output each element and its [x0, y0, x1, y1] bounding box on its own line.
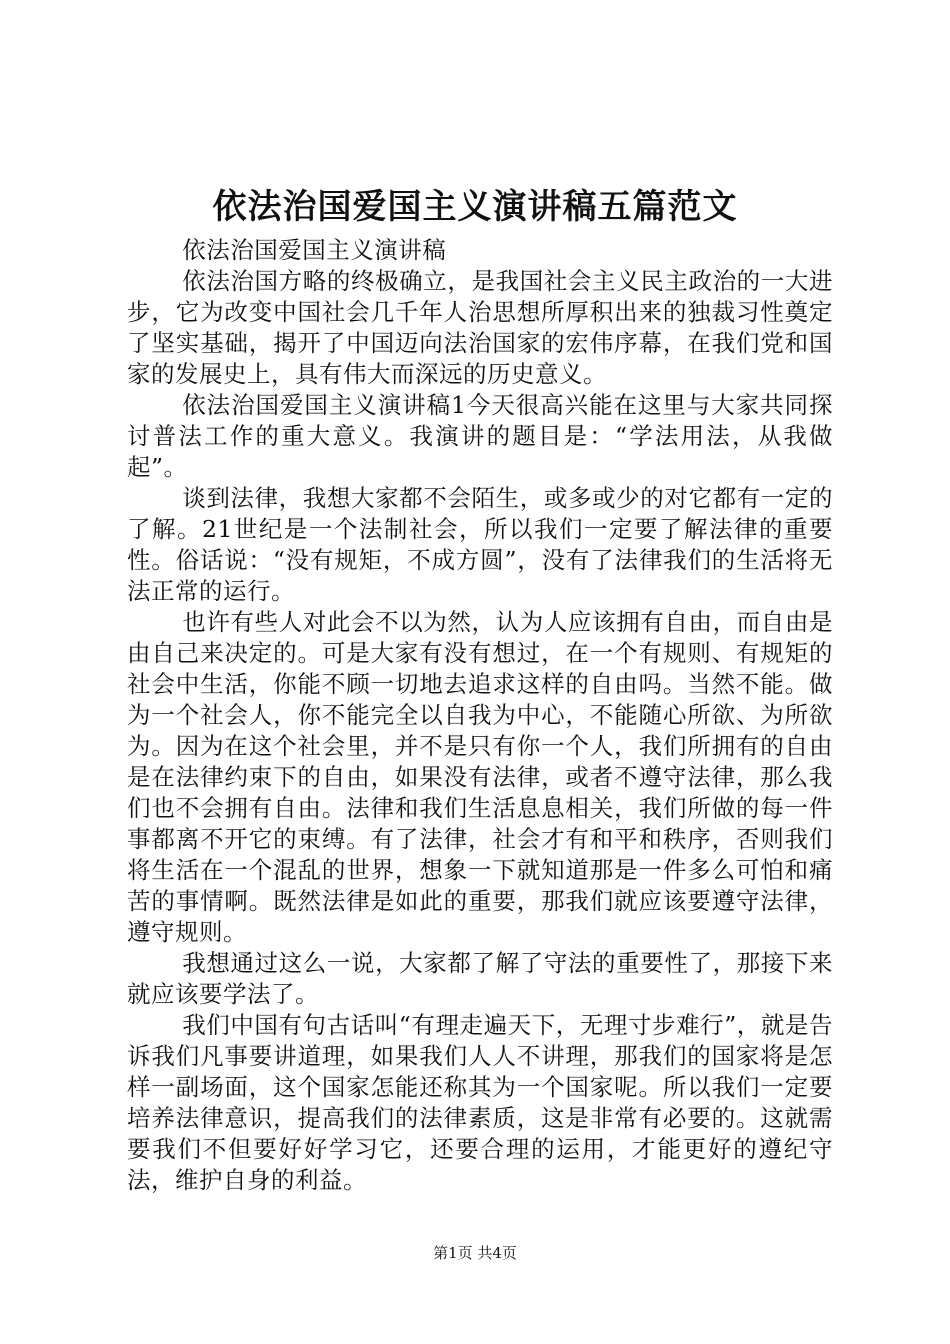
paragraph-freedom: 也许有些人对此会不以为然，认为人应该拥有自由，而自由是由自己来决定的。可是大家有没有想过，在一个有规则、有规矩的社会中生活，你能不顾一切地去追求这样的自由吗。当然不能。做为一个社会人，你不能完全以自我为中心，不能随心所欲、为所欲为。因为在这个社会里，并不是只有你一个人，我们所拥有的自由是在法律约束下的自由，如果没有法律，或者不遵守法律，那么我们也不会拥有自由。法律和我们生活息息相关，我们所做的每一件事都离不开它的束缚。有了法律，社会才有和平和秩序，否则我们将生活在一个混乱的世界，想象一下就知道那是一件多么可怕和痛苦的事情啊。既然法律是如此的重要，那我们就应该要遵守法律，遵守规则。 — [127, 608, 833, 946]
paragraph-learn-law: 我想通过这么一说，大家都了解了守法的重要性了，那接下来就应该要学法了。 — [127, 949, 833, 1008]
paragraph-subtitle: 依法治国爱国主义演讲稿 — [182, 236, 447, 264]
document-body — [127, 235, 833, 1196]
paragraph-intro: 依法治国方略的终极确立，是我国社会主义民主政治的一大进步，它为改变中国社会几千年人治思想所厚积出来的独裁习性奠定了坚实基础，揭开了中国迈向法治国家的宏伟序幕，在我们党和国家的发展史上，具有伟大而深远的历史意义。 — [127, 267, 833, 388]
paragraph-old-saying: 我们中国有句古话叫“有理走遍天下，无理寸步难行”，就是告诉我们凡事要讲道理，如果我们人人不讲理，那我们的国家将是怎样一副场面，这个国家怎能还称其为一个国家呢。所以我们一定要培养法律意识，提高我们的法律素质，这是非常有必要的。这就需要我们不但要好好学习它，还要合理的运用，才能更好的遵纪守法，维护自身的利益。 — [127, 1011, 833, 1194]
paragraph-speech-topic: 依法治国爱国主义演讲稿1今天很高兴能在这里与大家共同探讨普法工作的重大意义。我演讲的题目是：“学法用法，从我做起”。 — [127, 391, 833, 481]
document-title: 依法治国爱国主义演讲稿五篇范文 — [212, 187, 738, 227]
paragraph-law-importance: 谈到法律，我想大家都不会陌生，或多或少的对它都有一定的了解。21世纪是一个法制社会，所以我们一定要了解法律的重要性。俗话说：“没有规矩，不成方圆”，没有了法律我们的生活将无法正常的运行。 — [127, 484, 833, 605]
page-number-footer: 第1页 共4页 — [433, 1244, 517, 1262]
